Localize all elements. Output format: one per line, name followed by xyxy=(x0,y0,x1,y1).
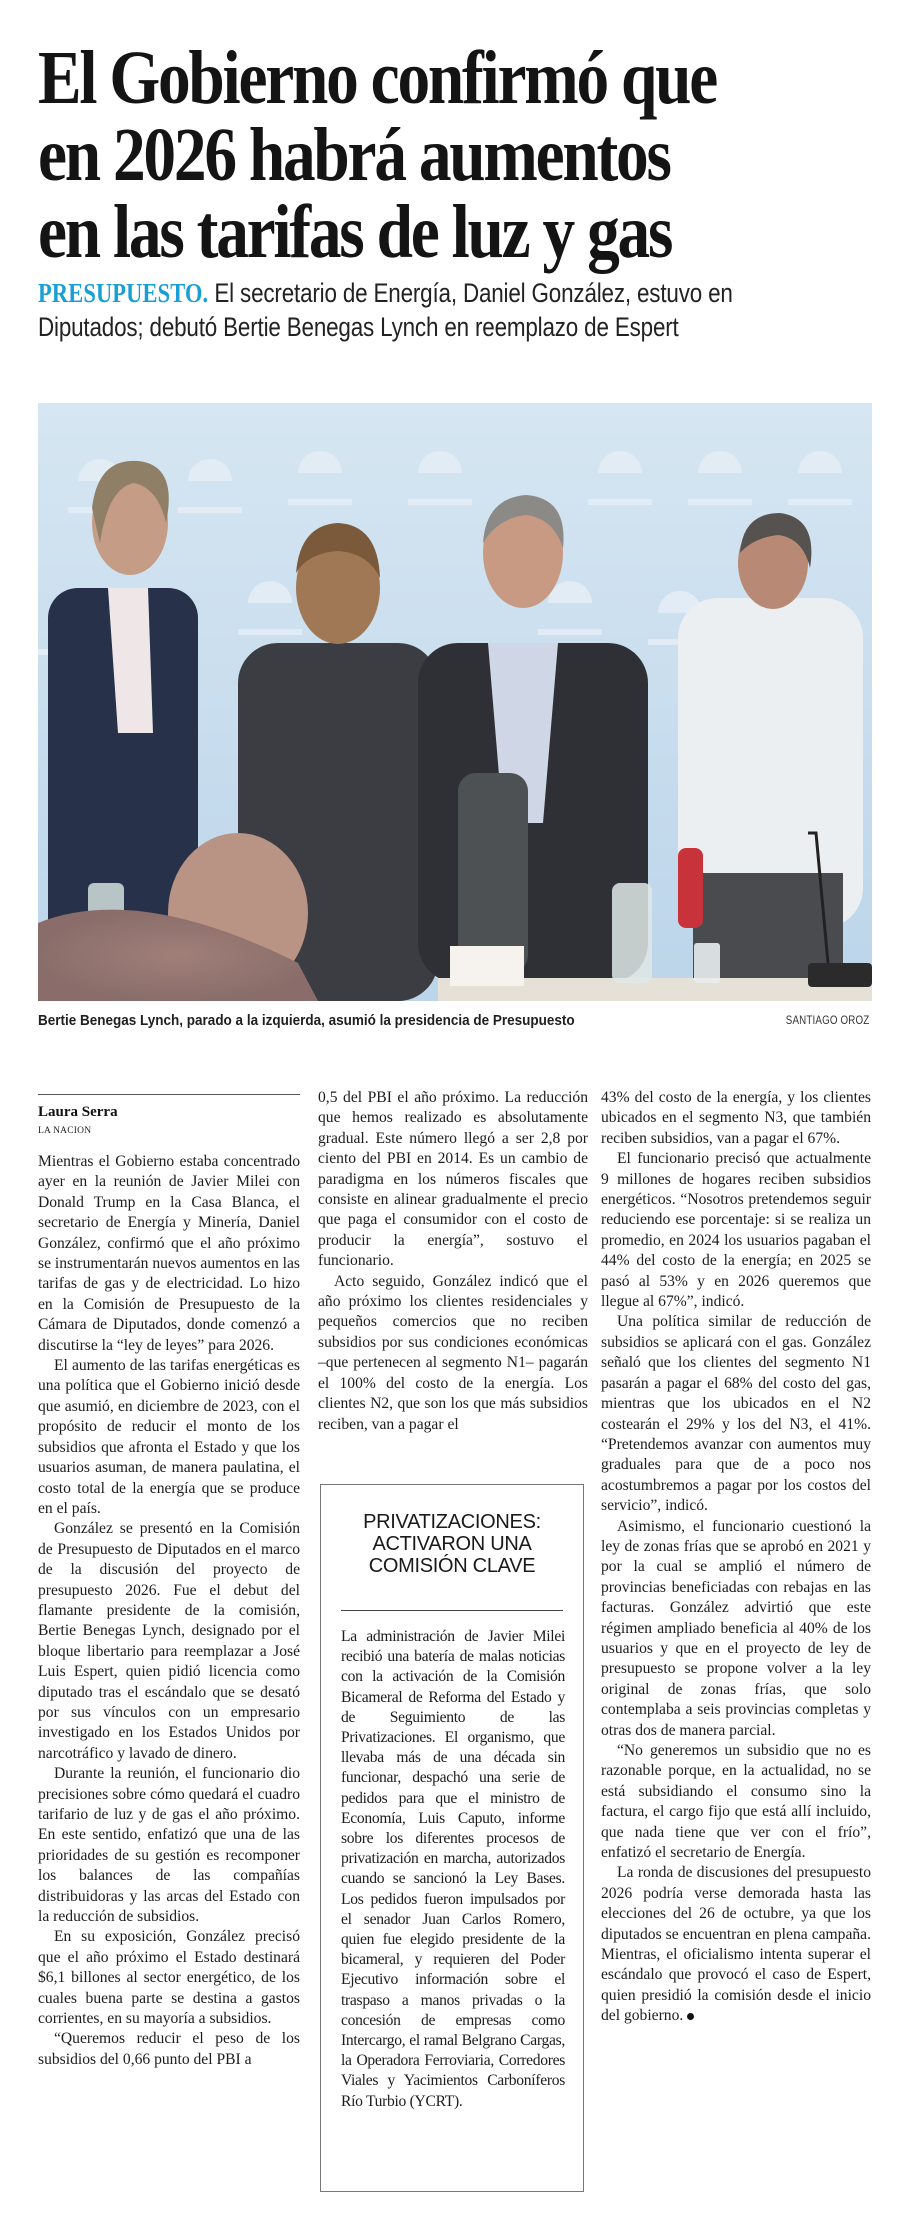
headline xyxy=(38,36,760,274)
sidebar-divider xyxy=(341,1610,563,1611)
nameplate xyxy=(450,946,524,986)
photo-illustration xyxy=(38,403,872,1001)
paragraph: Durante la reunión, el funcionario dio precisiones sobre cómo quedará el cuadro tarifario de luz y de gas el año próximo. En este sentido, enfatizó que una de las prioridades de su gestión es recomponer los balances de las compañías distribuidoras y las arcas del Estado con la reducción de subsidios. xyxy=(38,1765,300,1926)
end-of-article-dot-icon xyxy=(687,2013,694,2020)
deck-line: Diputados; debutó Bertie Benegas Lynch en reemplazo de Espert xyxy=(38,312,679,342)
sidebar-title-line: ACTIVARON UNA xyxy=(372,1533,532,1555)
sidebar-body: La administración de Javier Milei recibió una batería de malas noticias con la activación de la Comisión Bicameral de Reforma del Estado y de Seguimiento de las Privatizaciones. El organismo, que llevaba más de una década sin funcionar, despachó una serie de pedidos para que el ministro de Economía, Luis Caputo, informe sobre los diferentes procesos de privatización en marcha, autorizados cuando se sancionó la Ley Bases. Los pedidos fueron impulsados por el senador Juan Carlos Romero, quien fue elegido presidente de la bicameral, y requieren del Poder Ejecutivo información sobre el traspaso a manos privadas o la concesión de empresas como Intercargo, el ramal Belgrano Cargas, la Operadora Ferroviaria, Corredores Viales y Yacimientos Carboníferos Río Turbio (YCRT). xyxy=(341,1628,565,2110)
paragraph: El funcionario precisó que actualmente 9 millones de hogares reciben subsidios energéticos. “Nosotros pretendemos seguir reduciendo ese porcentaje: si se realiza un promedio, en 2024 los usuarios pagaban el 44% del costo de la energía; en 2025 se pasó al 53% y en 2026 queremos que llegue al 67%”, indicó. xyxy=(601,1150,871,1311)
kicker-label: PRESUPUESTO. xyxy=(38,278,209,308)
headline-line: El Gobierno confirmó que xyxy=(38,36,717,120)
red-chair xyxy=(678,848,703,928)
deck-subheadline xyxy=(38,276,752,344)
article-column-1 xyxy=(38,1152,300,2070)
lead-photo xyxy=(38,403,872,1001)
deck-text: El secretario de Energía, Daniel González, estuvo en xyxy=(208,278,733,308)
water-glass xyxy=(694,943,720,983)
paragraph: Asimismo, el funcionario cuestionó la ley de zonas frías que se aprobó en 2021 y por la cual se amplió el número de provincias beneficiadas con rebajas en las facturas. González advirtió que este régimen ampliado beneficia al 40% de los usuarios y que en el proyecto de ley de presupuesto se propone volver a la ley original de zonas frías, que solo contemplaba a seis provincias completas y otras dos de manera parcial. xyxy=(601,1517,871,1739)
byline-rule xyxy=(38,1094,300,1095)
photo-credit: SANTIAGO OROZ xyxy=(785,1015,869,1027)
paragraph: González se presentó en la Comisión de Presupuesto de Diputados en el marco de la discusión del proyecto de presupuesto 2026. Fue el debut del flamante presidente de la comisión, Bertie Benegas Lynch, designado por el bloque libertario para reemplazar a José Luis Espert, quien pidió licencia como diputado tras el escándalo que se desató por sus vínculos con un empresario investigado en los Estados Unidos por narcotráfico y lavado de dinero. xyxy=(38,1520,300,1762)
chair xyxy=(458,773,528,973)
article-column-2 xyxy=(318,1088,588,1435)
sidebar-title xyxy=(321,1511,583,1577)
microphone-base xyxy=(808,963,872,987)
paragraph: “No generemos un subsidio que no es razonable porque, en la actualidad, no se está subsidiando el consumo sino la factura, el cargo fijo que está allí incluido, que nada tiene que ver con el frío”, enfatizó el secretario de Energía. xyxy=(601,1742,871,1862)
paragraph: En su exposición, González precisó que el año próximo el Estado destinará $6,1 billones al sector energético, de los cuales buena parte se destina a gastos corrientes, en su mayoría a subsidios. xyxy=(38,1928,300,2028)
photo-caption: Bertie Benegas Lynch, parado a la izquierda, asumió la presidencia de Presupuesto xyxy=(38,1012,575,1029)
water-pitcher xyxy=(612,883,652,983)
byline-author: Laura Serra xyxy=(38,1104,118,1120)
paragraph-text: La ronda de discusiones del presupuesto 2026 podría verse demorada hasta las elecciones del 26 de octubre, ya que los diputados se encuentran en plena campaña. Mientras, el oficialismo intenta superar el escándalo que provocó el caso de Espert, quien presidió la comisión desde el inicio del gobierno. xyxy=(601,1864,871,2025)
paragraph: 0,5 del PBI el año próximo. La reducción que hemos realizado es absolutamente gradual. Este número llegó a ser 2,8 por ciento del PBI en 2014. Es un cambio de paradigma en los números fiscales que consiste en alinear gradualmente el precio que paga el consumidor con el costo de producir la energía”, sostuvo el funcionario. xyxy=(318,1089,588,1270)
paragraph: Acto seguido, González indicó que el año próximo los clientes residenciales y pequeños comercios que no reciben subsidios por sus condiciones económicas –que pertenecen al segmento N1– pagarán el 100% del costo de la energía. Los clientes N2, que son los que más subsidios reciben, van a pagar el xyxy=(318,1272,588,1433)
paragraph: Mientras el Gobierno estaba concentrado ayer en la reunión de Javier Milei con Donald Trump en la Casa Blanca, el secretario de Energía y Minería, Daniel González, confirmó que el año próximo se instrumentarán nuevos aumentos en las tarifas de gas y de electricidad. Lo hizo en la Comisión de Presupuesto de la Cámara de Diputados, donde comenzó a discutirse la “ley de leyes” para 2026. xyxy=(38,1153,300,1354)
paragraph: Una política similar de reducción de subsidios se aplicará con el gas. González señaló que los clientes del segmento N1 pasarán a pagar el 68% del costo del gas, mientras que los ubicados en el N2 costearán el 29% y los del N3, el 41%. “Pretendemos avanzar con aumentos muy graduales para que de a poco nos acostumbremos a pagar por los costos del servicio”, indicó. xyxy=(601,1313,871,1515)
sidebar-title-line: PRIVATIZACIONES: xyxy=(363,1511,541,1533)
byline-publication: LA NACION xyxy=(38,1126,92,1136)
headline-line: en las tarifas de luz y gas xyxy=(38,190,672,274)
headline-line: en 2026 habrá aumentos xyxy=(38,113,670,197)
sidebar-box xyxy=(320,1484,584,2192)
paragraph: El aumento de las tarifas energéticas es una política que el Gobierno inició desde que asumió, en diciembre de 2023, con el propósito de reducir el monto de los subsidios que afronta el Estado y que los usuarios asuman, de manera paulatina, el costo total de la energía que se produce en el país. xyxy=(38,1357,300,1517)
article-column-3 xyxy=(601,1088,871,2027)
paragraph-final xyxy=(601,1863,871,2026)
deck-line xyxy=(38,276,752,310)
sidebar-title-line: COMISIÓN CLAVE xyxy=(368,1555,536,1577)
paragraph: “Queremos reducir el peso de los subsidios del 0,66 punto del PBI a xyxy=(38,2030,300,2068)
paragraph: 43% del costo de la energía, y los clientes ubicados en el segmento N3, que también reciben subsidios, van a pagar el 67%. xyxy=(601,1089,871,1147)
